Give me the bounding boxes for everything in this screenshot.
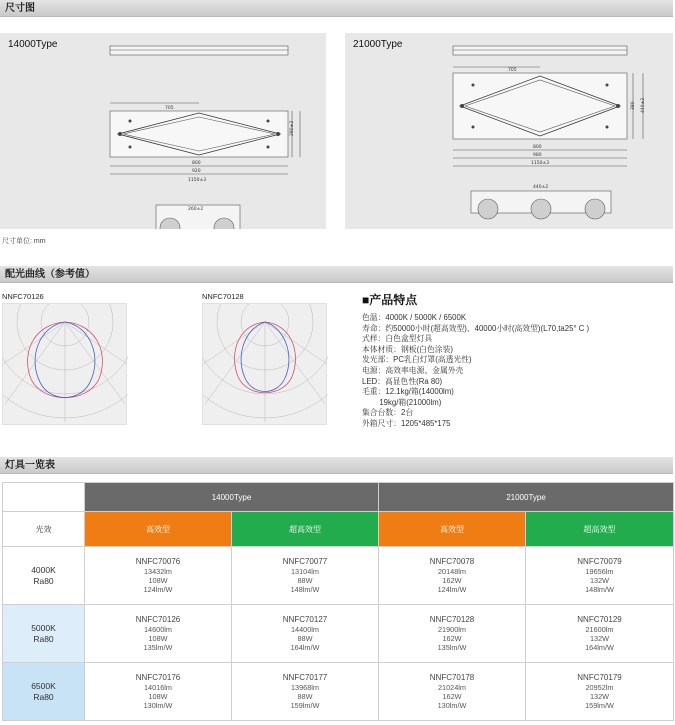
feature-row: 发光部：PC乳白灯罩(高透光性) bbox=[362, 355, 472, 365]
efficacy: 164lm/W bbox=[290, 643, 320, 652]
efficacy-label: 光效 bbox=[3, 512, 85, 547]
drawing-panel-21000 bbox=[345, 33, 673, 229]
ra-value: Ra80 bbox=[33, 691, 54, 702]
ra-value: Ra80 bbox=[33, 575, 54, 586]
lumen: 13968lm bbox=[291, 683, 319, 692]
table-cell bbox=[379, 605, 526, 663]
svg-text:800: 800 bbox=[533, 145, 542, 150]
row-header-4000k bbox=[3, 547, 85, 605]
efficacy: 124lm/W bbox=[437, 585, 467, 594]
table-row bbox=[3, 547, 674, 605]
watt: 88W bbox=[297, 576, 313, 585]
efficacy: 130lm/W bbox=[437, 701, 467, 710]
section-dimensions-header: 尺寸图 bbox=[0, 0, 673, 17]
table-cell bbox=[379, 663, 526, 721]
watt: 88W bbox=[297, 634, 313, 643]
model-number: NNFC70077 bbox=[282, 557, 328, 566]
model-number: NNFC70177 bbox=[282, 673, 328, 682]
efficacy: 135lm/W bbox=[143, 643, 173, 652]
model-number: NNFC70128 bbox=[429, 615, 475, 624]
polar-curve-left bbox=[3, 304, 128, 426]
ra-value: Ra80 bbox=[33, 633, 54, 644]
svg-text:440±2: 440±2 bbox=[533, 185, 549, 190]
watt: 132W bbox=[589, 576, 610, 585]
watt: 88W bbox=[297, 692, 313, 701]
color-temp: 6500K bbox=[31, 680, 56, 691]
feature-row: 式样：白色盒型灯具 bbox=[362, 334, 433, 344]
lumen: 21600lm bbox=[585, 625, 614, 634]
group-header-21000: 21000Type bbox=[379, 483, 674, 512]
table-cell bbox=[85, 547, 232, 605]
color-temp: 4000K bbox=[31, 564, 56, 575]
polar-label-left: NNFC70126 bbox=[2, 292, 44, 301]
table-cell bbox=[232, 547, 379, 605]
polar-curve-right bbox=[203, 304, 328, 426]
lumen: 21900lm bbox=[438, 625, 466, 634]
sub-header-high-efficiency: 高效型 bbox=[379, 512, 526, 547]
svg-text:800: 800 bbox=[192, 161, 201, 166]
efficacy: 130lm/W bbox=[143, 701, 173, 710]
feature-row: LED：高显色性(Ra 80) bbox=[362, 376, 443, 386]
model-number: NNFC70179 bbox=[577, 673, 622, 682]
watt: 162W bbox=[442, 634, 462, 643]
model-number: NNFC70079 bbox=[577, 557, 622, 566]
table-cell bbox=[526, 663, 674, 721]
model-number: NNFC70176 bbox=[135, 673, 181, 682]
svg-text:920: 920 bbox=[192, 169, 201, 174]
watt: 108W bbox=[148, 692, 168, 701]
polar-chart-left bbox=[2, 303, 127, 425]
table-cell bbox=[85, 663, 232, 721]
lumen: 20952lm bbox=[585, 683, 614, 692]
svg-text:705: 705 bbox=[165, 106, 174, 111]
efficacy: 135lm/W bbox=[437, 643, 467, 652]
color-temp: 5000K bbox=[31, 622, 56, 633]
lumen: 20148lm bbox=[438, 567, 466, 576]
model-number: NNFC70129 bbox=[577, 615, 622, 624]
table-row bbox=[3, 663, 674, 721]
feature-row: 集合台数：2台 bbox=[362, 408, 414, 418]
svg-text:1150±3: 1150±3 bbox=[531, 161, 550, 166]
svg-text:1150±3: 1150±3 bbox=[188, 178, 207, 183]
model-number: NNFC70078 bbox=[429, 557, 475, 566]
feature-row: 毛重：12.1kg/箱(14000lm) bbox=[362, 387, 454, 397]
lumen: 14600lm bbox=[144, 625, 172, 634]
efficacy: 159lm/W bbox=[585, 701, 614, 710]
unit-note: 尺寸单位: mm bbox=[2, 238, 46, 245]
watt: 108W bbox=[148, 576, 168, 585]
sub-header-ultra-efficiency: 超高效型 bbox=[526, 512, 674, 547]
type-label-21000: 21000Type bbox=[353, 39, 403, 50]
watt: 132W bbox=[589, 634, 610, 643]
watt: 108W bbox=[148, 634, 168, 643]
watt: 132W bbox=[589, 692, 610, 701]
section-light-curve-header: 配光曲线（参考值） bbox=[0, 266, 673, 283]
dimension-drawing-21000 bbox=[345, 33, 673, 229]
lumen: 14400lm bbox=[291, 625, 319, 634]
table-cell bbox=[232, 663, 379, 721]
svg-text:380: 380 bbox=[631, 101, 636, 110]
model-number: NNFC70127 bbox=[282, 615, 328, 624]
dimension-drawing-14000 bbox=[0, 33, 326, 229]
type-label-14000: 14000Type bbox=[8, 39, 58, 50]
row-header-6500k bbox=[3, 663, 85, 721]
watt: 162W bbox=[442, 692, 462, 701]
group-header-14000: 14000Type bbox=[85, 483, 379, 512]
efficacy: 159lm/W bbox=[290, 701, 320, 710]
table-row bbox=[3, 605, 674, 663]
lumen: 19656lm bbox=[585, 567, 614, 576]
svg-text:980: 980 bbox=[533, 153, 542, 158]
product-features bbox=[362, 291, 662, 430]
model-number: NNFC70178 bbox=[429, 673, 475, 682]
feature-row: 本体材质：钢板(白色涂装) bbox=[362, 344, 453, 354]
efficacy: 148lm/W bbox=[585, 585, 614, 594]
table-cell bbox=[526, 547, 674, 605]
watt: 162W bbox=[442, 576, 462, 585]
feature-row: 外箱尺寸：1205*485*175 bbox=[362, 418, 451, 428]
svg-text:260±2: 260±2 bbox=[188, 207, 204, 212]
table-cell bbox=[526, 605, 674, 663]
lumen: 21024lm bbox=[438, 683, 466, 692]
model-number: NNFC70126 bbox=[135, 615, 181, 624]
sub-header-ultra-efficiency: 超高效型 bbox=[232, 512, 379, 547]
efficacy: 148lm/W bbox=[290, 585, 320, 594]
svg-text:705: 705 bbox=[508, 68, 517, 73]
model-number: NNFC70076 bbox=[135, 557, 181, 566]
lumen: 14016lm bbox=[144, 683, 172, 692]
lumen: 13432lm bbox=[144, 567, 172, 576]
feature-row: 色温：4000K / 5000K / 6500K bbox=[362, 313, 467, 322]
features-title: ■产品特点 bbox=[362, 293, 418, 307]
row-header-5000k bbox=[3, 605, 85, 663]
table-corner bbox=[3, 483, 85, 512]
drawing-panel-14000 bbox=[0, 33, 326, 229]
polar-chart-right bbox=[202, 303, 327, 425]
svg-text:440±2: 440±2 bbox=[641, 97, 646, 113]
luminaire-table bbox=[2, 482, 674, 721]
table-cell bbox=[379, 547, 526, 605]
table-cell bbox=[232, 605, 379, 663]
feature-row: 寿命：约50000小时(超高效型)、40000小时(高效型)(L70,ta25° C ) bbox=[362, 323, 590, 333]
lumen: 13104lm bbox=[291, 567, 319, 576]
polar-label-right: NNFC70128 bbox=[202, 292, 244, 301]
feature-row: 19kg/箱(21000lm) bbox=[362, 397, 442, 407]
efficacy: 124lm/W bbox=[143, 585, 173, 594]
efficacy: 164lm/W bbox=[585, 643, 614, 652]
svg-text:280±2: 280±2 bbox=[290, 120, 295, 136]
feature-row: 电源：高效率电源、金属外壳 bbox=[362, 365, 464, 375]
section-luminaire-list-header: 灯具一览表 bbox=[0, 457, 673, 474]
table-cell bbox=[85, 605, 232, 663]
sub-header-high-efficiency: 高效型 bbox=[85, 512, 232, 547]
